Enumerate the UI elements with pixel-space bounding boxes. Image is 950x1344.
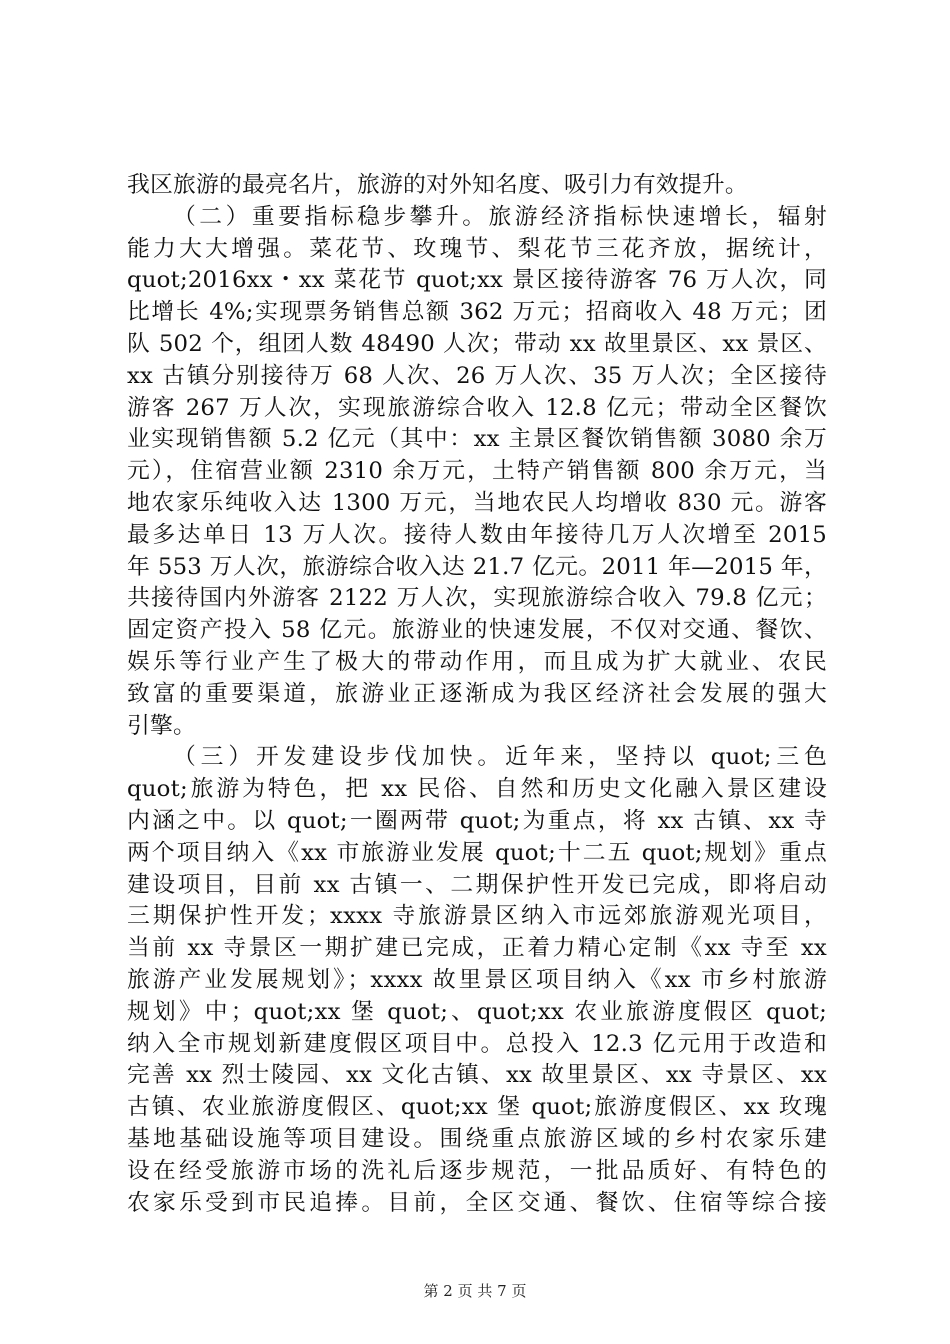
text-line: 规划》中；quot;xx 堡 quot;、quot;xx 农业旅游度假区 quot; xyxy=(127,998,827,1025)
text-line: 旅游产业发展规划》；xxxx 故里景区项目纳入《xx 市乡村旅游 xyxy=(127,966,827,993)
text-line: 农家乐受到市民追捧。目前，全区交通、餐饮、住宿等综合接 xyxy=(127,1189,827,1216)
text-line: 比增长 4%;实现票务销售总额 362 万元；招商收入 48 万元；团 xyxy=(127,299,827,326)
text-line: 能力大大增强。菜花节、玫瑰节、梨花节三花齐放，据统计， xyxy=(127,235,827,262)
text-line: 固定资产投入 58 亿元。旅游业的快速发展，不仅对交通、餐饮、 xyxy=(127,617,827,644)
text-line: quot;2016xx・xx 菜花节 quot;xx 景区接待游客 76 万人次，同 xyxy=(127,267,827,294)
text-line: 纳入全市规划新建度假区项目中。总投入 12.3 亿元用于改造和 xyxy=(127,1030,827,1057)
text-line: xx 古镇分别接待万 68 人次、26 万人次、35 万人次；全区接待 xyxy=(127,362,827,389)
text-line: quot;旅游为特色，把 xx 民俗、自然和历史文化融入景区建设 xyxy=(127,776,827,803)
text-line: 娱乐等行业产生了极大的带动作用，而且成为扩大就业、农民 xyxy=(127,648,827,675)
page-number-footer: 第 2 页 共 7 页 xyxy=(423,1282,527,1300)
text-line: 我区旅游的最亮名片，旅游的对外知名度、吸引力有效提升。 xyxy=(127,172,748,198)
text-line: （三）开发建设步伐加快。近年来，坚持以 quot;三色 xyxy=(173,744,827,771)
text-line: 内涵之中。以 quot;一圈两带 quot;为重点，将 xx 古镇、xx 寺 xyxy=(127,807,827,834)
text-line: 致富的重要渠道，旅游业正逐渐成为我区经济社会发展的强大 xyxy=(127,680,827,707)
body-text xyxy=(127,170,827,1219)
text-line: 两个项目纳入《xx 市旅游业发展 quot;十二五 quot;规划》重点 xyxy=(127,839,827,866)
text-line: 队 502 个，组团人数 48490 人次；带动 xx 故里景区、xx 景区、 xyxy=(127,330,827,357)
text-line: 古镇、农业旅游度假区、quot;xx 堡 quot;旅游度假区、xx 玫瑰 xyxy=(127,1094,827,1121)
text-line: 元），住宿营业额 2310 余万元，土特产销售额 800 余万元，当 xyxy=(127,458,827,485)
text-line: 建设项目，目前 xx 古镇一、二期保护性开发已完成，即将启动 xyxy=(127,871,827,898)
text-line: 共接待国内外游客 2122 万人次，实现旅游综合收入 79.8 亿元； xyxy=(127,585,827,612)
text-line: 设在经受旅游市场的洗礼后逐步规范，一批品质好、有特色的 xyxy=(127,1157,827,1184)
text-line: （二）重要指标稳步攀升。旅游经济指标快速增长，辐射 xyxy=(173,203,827,230)
text-line: 完善 xx 烈士陵园、xx 文化古镇、xx 故里景区、xx 寺景区、xx xyxy=(127,1062,827,1089)
text-line: 基地基础设施等项目建设。围绕重点旅游区域的乡村农家乐建 xyxy=(127,1125,827,1152)
text-line: 地农家乐纯收入达 1300 万元，当地农民人均增收 830 元。游客 xyxy=(127,489,827,516)
text-line: 最多达单日 13 万人次。接待人数由年接待几万人次增至 2015 xyxy=(127,521,827,548)
text-line: 引擎。 xyxy=(127,712,196,739)
text-line: 业实现销售额 5.2 亿元（其中：xx 主景区餐饮销售额 3080 余万 xyxy=(127,426,827,453)
text-line: 游客 267 万人次，实现旅游综合收入 12.8 亿元；带动全区餐饮 xyxy=(127,394,827,421)
text-line: 三期保护性开发；xxxx 寺旅游景区纳入市远郊旅游观光项目， xyxy=(127,903,827,930)
text-line: 年 553 万人次，旅游综合收入达 21.7 亿元。2011 年—2015 年， xyxy=(127,553,827,580)
text-line: 当前 xx 寺景区一期扩建已完成，正着力精心定制《xx 寺至 xx xyxy=(127,935,827,962)
